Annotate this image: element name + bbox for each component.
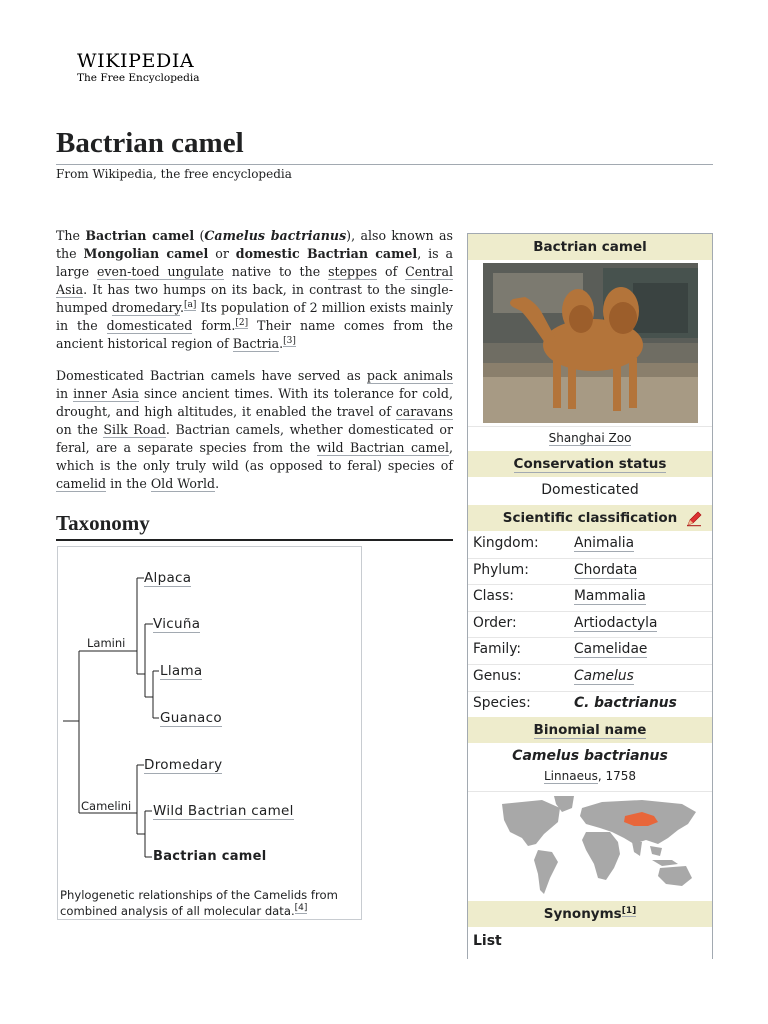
classification-row bbox=[468, 531, 712, 558]
link-camelid[interactable]: camelid bbox=[56, 476, 107, 491]
infobox-title: Bactrian camel bbox=[468, 234, 712, 260]
pencil-icon[interactable] bbox=[686, 511, 702, 527]
binomial-name-link[interactable]: Binomial name bbox=[533, 722, 647, 738]
scientific-classification-heading bbox=[468, 505, 712, 531]
logo-tagline: The Free Encyclopedia bbox=[77, 72, 200, 84]
footnote-ref[interactable]: [1] bbox=[621, 905, 637, 916]
conservation-status-link[interactable]: Conservation status bbox=[513, 456, 667, 472]
link-domesticated[interactable]: domesticated bbox=[106, 318, 193, 333]
clade-label-lamini: Lamini bbox=[87, 636, 126, 650]
scientific-classification-label: Scientific classification bbox=[502, 510, 678, 526]
taxon-dromedary[interactable]: Dromedary bbox=[144, 757, 223, 773]
classification-rank: Phylum: bbox=[473, 562, 529, 578]
link-pack-animals[interactable]: pack animals bbox=[366, 368, 453, 383]
infobox bbox=[467, 233, 713, 959]
link-silk-road[interactable]: Silk Road bbox=[103, 422, 166, 437]
cladogram bbox=[57, 546, 362, 920]
conservation-status-heading bbox=[468, 451, 712, 477]
logo-wordmark: WIKIPEDIA bbox=[77, 50, 195, 72]
classification-rank: Family: bbox=[473, 641, 522, 657]
classification-taxon-link[interactable]: Artiodactyla bbox=[574, 615, 658, 631]
synonyms-list-toggle[interactable]: List bbox=[473, 933, 502, 949]
page-subtitle: From Wikipedia, the free encyclopedia bbox=[56, 167, 292, 181]
footnote-ref[interactable]: [a] bbox=[183, 299, 197, 310]
page-title: Bactrian camel bbox=[56, 124, 713, 165]
classification-row bbox=[468, 611, 712, 638]
classification-row bbox=[468, 664, 712, 691]
link-dromedary[interactable]: dromedary bbox=[111, 300, 180, 315]
bold-term: Mongolian camel bbox=[83, 246, 209, 261]
link-steppes[interactable]: steppes bbox=[328, 264, 378, 279]
link-central-asia[interactable]: Central Asia bbox=[56, 264, 453, 297]
intro-paragraph-1: The Bactrian camel (Camelus bactrianus), also known as the Mongolian camel or domestic Bactrian camel, is a large even-toed ungulate native to the steppes of Central Asia. It has two humps on its back, in contrast to the single-humped dromedary.[a] Its population of 2 million exists mainly in the domesticated form.[2] Their name comes from the ancient historical region of Bactria.[3] bbox=[56, 228, 453, 351]
taxon-vicuna[interactable]: Vicuña bbox=[153, 616, 201, 632]
section-heading-taxonomy: Taxonomy bbox=[56, 509, 453, 541]
authority-link[interactable]: Linnaeus bbox=[544, 769, 598, 783]
classification-row bbox=[468, 637, 712, 664]
taxon-bactrian-camel: Bactrian camel bbox=[153, 849, 267, 864]
bold-term: Camelus bactrianus bbox=[204, 228, 347, 243]
taxon-llama[interactable]: Llama bbox=[160, 663, 203, 679]
image-caption-link[interactable]: Shanghai Zoo bbox=[548, 431, 632, 445]
link-caravans[interactable]: caravans bbox=[395, 404, 453, 419]
taxon-wild-bactrian-camel[interactable]: Wild Bactrian camel bbox=[153, 803, 294, 819]
intro-paragraph-2: Domesticated Bactrian camels have served as pack animals in inner Asia since ancient times. With its tolerance for cold, drought, and high altitudes, it enabled the travel of caravans on the Silk Road. Bactrian camels, whether domesticated or feral, are a separate species from the wild Bactrian camel, which is the only truly wild (as opposed to feral) species of camelid in the Old World. bbox=[56, 368, 453, 491]
wikipedia-logo[interactable] bbox=[77, 50, 207, 84]
binomial-name: Camelus bactrianus bbox=[512, 748, 668, 764]
classification-row bbox=[468, 584, 712, 611]
footnote-ref[interactable]: [4] bbox=[294, 903, 308, 914]
classification-taxon-link[interactable]: Chordata bbox=[574, 562, 638, 578]
classification-rank: Order: bbox=[473, 615, 517, 631]
classification-row bbox=[468, 558, 712, 585]
classification-taxon-link[interactable]: Camelus bbox=[574, 668, 634, 684]
camel-photo[interactable] bbox=[483, 263, 698, 423]
taxon-alpaca[interactable]: Alpaca bbox=[144, 570, 192, 586]
binomial-authority: Linnaeus, 1758 bbox=[544, 769, 636, 783]
link-bactria[interactable]: Bactria bbox=[232, 336, 280, 351]
classification-taxon-link[interactable]: Animalia bbox=[574, 535, 635, 551]
synonyms-heading: Synonyms[1] bbox=[468, 901, 712, 927]
link-old-world[interactable]: Old World bbox=[150, 476, 216, 491]
footnote-ref[interactable]: [2] bbox=[235, 317, 249, 328]
classification-taxon-link[interactable]: Mammalia bbox=[574, 588, 646, 604]
cladogram-caption: Phylogenetic relationships of the Camelids from combined analysis of all molecular data.[4] bbox=[60, 888, 338, 918]
classification-rank: Class: bbox=[473, 588, 514, 604]
classification-species-value: C. bactrianus bbox=[574, 695, 677, 711]
classification-rank: Kingdom: bbox=[473, 535, 539, 551]
taxon-guanaco[interactable]: Guanaco bbox=[160, 710, 222, 726]
conservation-status-value: Domesticated bbox=[541, 482, 639, 498]
link-inner-asia[interactable]: inner Asia bbox=[73, 386, 139, 401]
footnote-ref[interactable]: [3] bbox=[283, 335, 296, 346]
link-even-toed-ungulate[interactable]: even-toed ungulate bbox=[96, 264, 224, 279]
link-wild-bactrian-camel[interactable]: wild Bactrian camel bbox=[316, 440, 449, 455]
range-map[interactable] bbox=[482, 794, 700, 900]
clade-label-camelini: Camelini bbox=[81, 799, 132, 813]
classification-rank: Species: bbox=[473, 695, 531, 711]
classification-row bbox=[468, 691, 712, 718]
bold-term: domestic Bactrian camel bbox=[235, 246, 418, 261]
bold-term: Bactrian camel bbox=[85, 228, 195, 243]
classification-taxon-link[interactable]: Camelidae bbox=[574, 641, 648, 657]
binomial-name-heading bbox=[468, 717, 712, 743]
classification-rank: Genus: bbox=[473, 668, 522, 684]
